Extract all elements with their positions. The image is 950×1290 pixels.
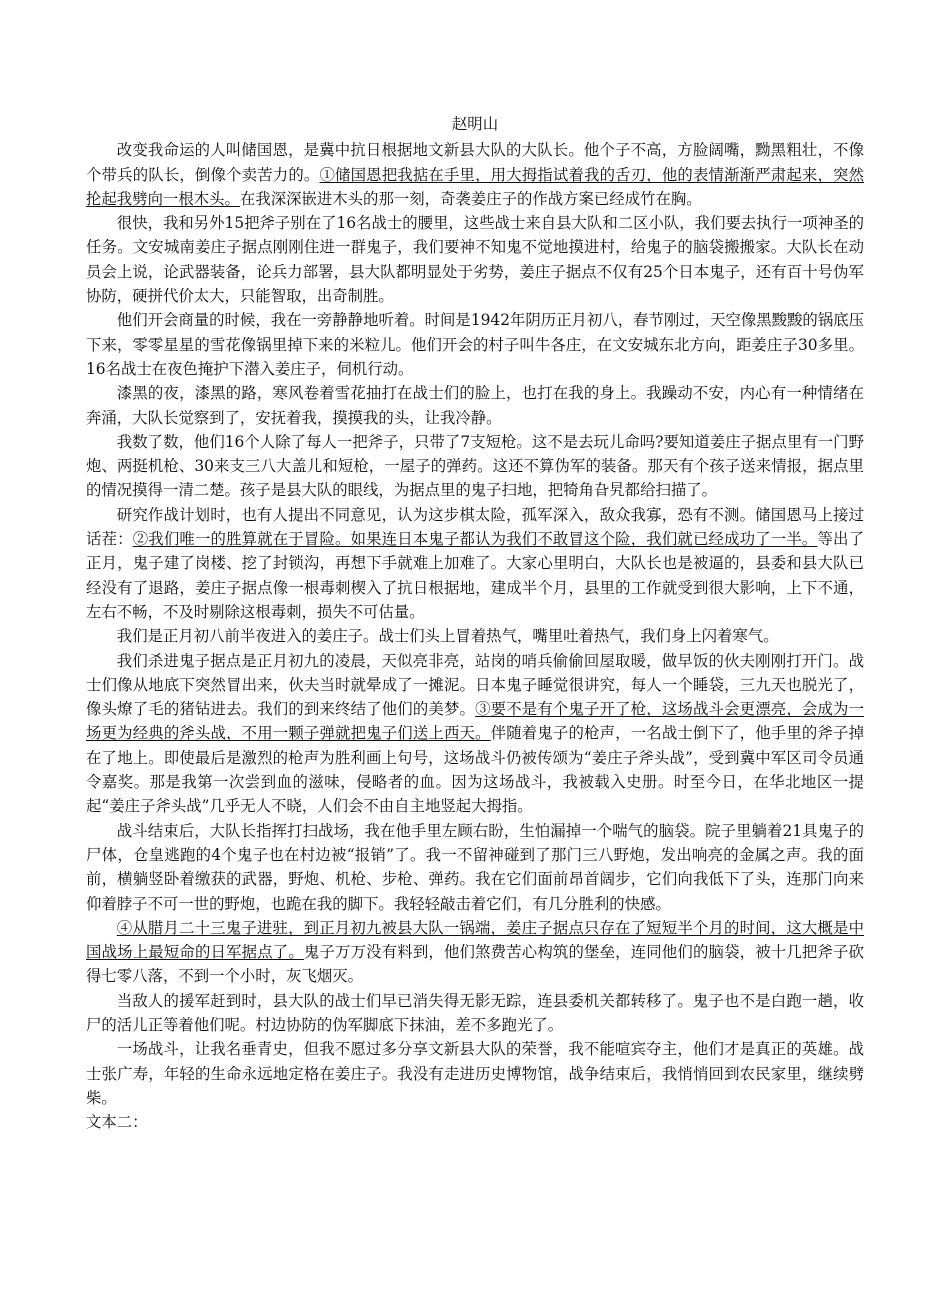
paragraph-5 bbox=[86, 430, 864, 503]
paragraph-9 bbox=[86, 819, 864, 916]
section-label: 文本二： bbox=[86, 1113, 148, 1132]
paragraph-text: 伴随着鬼子的枪声，一名战士倒下了，他手里的斧子掉在了地上。即使最后是激烈的枪声为胜利画上句号，这场战斗仍被传颂为“姜庄子斧头战”，受到冀中军区司令员通令嘉奖。那是我第一次尝到血的滋味，侵略者的血。因为这场战斗，我被载入史册。时至今日，在华北地区一提起“姜庄子斧头战”几乎无人不晓，人们会不由自主地竖起大拇指。 bbox=[86, 724, 864, 816]
paragraph-text: 改变我命运的人叫储国恩，是冀中抗日根据地文新县大队的大队长。他个子不高，方脸阔嘴，黝黑粗壮，不像个带兵的队长，倒像个卖苦力的。 bbox=[86, 141, 864, 184]
underlined-sentence-1: ①储国恩把我掂在手里，用大拇指试着我的舌刃，他的表情渐渐严肃起来，突然抡起我劈向一根木头。 bbox=[86, 165, 864, 208]
underlined-sentence-2: ②我们唯一的胜算就在于冒险。如果连日本鬼子都认为我们不敢冒这个险，我们就已经成功了一半。 bbox=[132, 530, 818, 549]
paragraph-text: 等出了正月，鬼子建了岗楼、挖了封锁沟，再想下手就难上加难了。大家心里明白，大队长也是被逼的，县委和县大队已经没有了退路，姜庄子据点像一根毒刺楔入了抗日根据地，建成半个月，县里的工作就受到很大影响，上下不通，左右不畅，不及时剔除这根毒刺，损失不可估量。 bbox=[86, 530, 864, 621]
paragraph-8 bbox=[86, 649, 864, 819]
article-title: 赵明山 bbox=[451, 115, 499, 133]
paragraph-text: 战斗结束后，大队长指挥打扫战场，我在他手里左顾右盼，生怕漏掉一个喘气的脑袋。院子里躺着21具鬼子的尸体，仓皇逃跑的4个鬼子也在村边被“报销”了。我一不留神碰到了那门三八野炮，发出响亮的金属之声。我的面前，横躺竖卧着缴获的武器，野炮、机枪、步枪、弹药。我在它们面前昂首阔步，它们向我低下了头，连那门向来仰着脖子不可一世的野炮，也跪在我的脚下。我轻轻敲击着它们，有几分胜利的快感。 bbox=[86, 821, 864, 913]
paragraph-text: 我数了数，他们16个人除了每人一把斧子，只带了7支短枪。这不是去玩儿命吗?要知道姜庄子据点里有一门野炮、两挺机枪、30来支三八大盖儿和短枪，一屋子的弹药。这还不算伪军的装备。那天有个孩子送来情报，据点里的情况摸得一清二楚。孩子是县大队的眼线，为据点里的鬼子扫地，把犄角旮旯都给扫描了。 bbox=[86, 432, 864, 500]
paragraph-text: 在我深深嵌进木头的那一刻，奇袭姜庄子的作战方案已经成竹在胸。 bbox=[239, 189, 702, 208]
paragraph-3 bbox=[86, 308, 864, 381]
paragraph-text: 研究作战计划时，也有人提出不同意见，认为这步棋太险，孤军深入，敌众我寡，恐有不测。储国恩马上接过话茬： bbox=[86, 505, 864, 549]
paragraph-6 bbox=[86, 503, 864, 624]
paragraph-text: 鬼子万万没有料到，他们煞费苦心构筑的堡垒，连同他们的脑袋，被十几把斧子砍得七零八落，不到一个小时，灰飞烟灭。 bbox=[86, 943, 864, 986]
paragraph-2 bbox=[86, 211, 864, 308]
paragraph-10 bbox=[86, 916, 864, 989]
paragraph-11 bbox=[86, 989, 864, 1038]
paragraph-1 bbox=[86, 138, 864, 211]
paragraph-text: 我们杀进鬼子据点是正月初九的凌晨，天似亮非亮，站岗的哨兵偷偷回屋取暖，做早饭的伙夫刚刚打开门。战士们像从地底下突然冒出来，伙夫当时就晕成了一摊泥。日本鬼子睡觉很讲究，每人一个睡袋，三九天也脱光了，像头燎了毛的猪钻进去。我们的到来终结了他们的美梦。 bbox=[86, 651, 864, 719]
paragraph-text: 一场战斗，让我名垂青史，但我不愿过多分享文新县大队的荣誉，我不能喧宾夺主，他们才是真正的英雄。战士张广寿，年轻的生命永远地定格在姜庄子。我没有走进历史博物馆，战争结束后，我悄悄回到农民家里，继续劈柴。 bbox=[86, 1040, 864, 1107]
document-body bbox=[86, 112, 864, 1134]
paragraph-text: 他们开会商量的时候，我在一旁静静地听着。时间是1942年阴历正月初八，春节刚过，天空像黑黢黢的锅底压下来，零零星星的雪花像锅里掉下来的米粒儿。他们开会的村子叫牛各庄，在文安城东北方向，距姜庄子30多里。16名战士在夜色掩护下潜入姜庄子，伺机行动。 bbox=[86, 311, 864, 378]
underlined-sentence-3: ③要不是有个鬼子开了枪，这场战斗会更漂亮，会成为一场更为经典的斧头战，不用一颗子弹就把鬼子们送上西天。 bbox=[86, 700, 864, 743]
underlined-sentence-4: ④从腊月二十三鬼子进驻，到正月初九被县大队一锅端，姜庄子据点只存在了短短半个月的时间，这大概是中国战场上最短命的日军据点了。 bbox=[86, 918, 864, 962]
paragraph-text: 我们是正月初八前半夜进入的姜庄子。战士们头上冒着热气，嘴里吐着热气，我们身上闪着寒气。 bbox=[116, 627, 779, 646]
paragraph-text: 当敌人的援军赶到时，县大队的战士们早已消失得无影无踪，连县委机关都转移了。鬼子也不是白跑一趟，收尸的活儿正等着他们呢。村边协防的伪军脚底下抹油，差不多跑光了。 bbox=[86, 991, 864, 1034]
paragraph-12 bbox=[86, 1037, 864, 1110]
paragraph-4 bbox=[86, 381, 864, 430]
paragraph-text: 漆黑的夜，漆黑的路，寒风卷着雪花抽打在战士们的脸上，也打在我的身上。我躁动不安，内心有一种情绪在奔涌，大队长觉察到了，安抚着我，摸摸我的头，让我冷静。 bbox=[86, 384, 864, 427]
paragraph-text: 很快，我和另外15把斧子别在了16名战士的腰里，这些战士来自县大队和二区小队，我们要去执行一项神圣的任务。文安城南姜庄子据点刚刚住进一群鬼子，我们要神不知鬼不觉地摸进村，给鬼子的脑袋搬搬家。大队长在动员会上说，论武器装备，论兵力部署，县大队都明显处于劣势，姜庄子据点不仅有25个日本鬼子，还有百十号伪军协防，硬拼代价太大，只能智取，出奇制胜。 bbox=[86, 214, 864, 306]
paragraph-7 bbox=[86, 624, 864, 648]
